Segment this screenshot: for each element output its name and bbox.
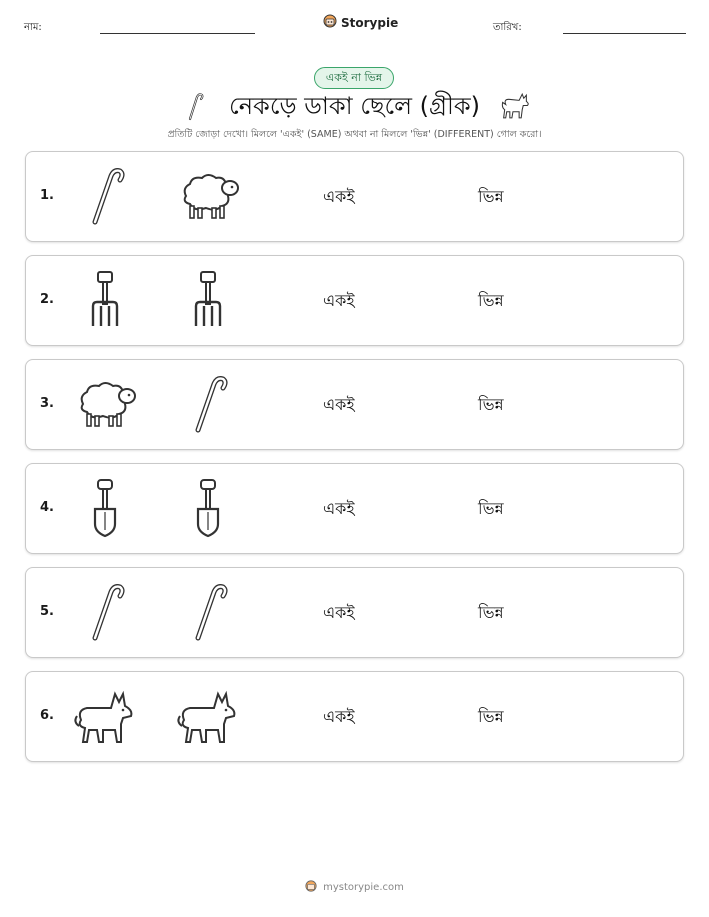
different-option[interactable]: ভিন্ন	[478, 499, 504, 518]
question-number: 3.	[40, 396, 54, 411]
pitchfork-icon	[73, 270, 137, 332]
question-row	[25, 671, 684, 762]
same-option[interactable]: একই	[323, 603, 355, 622]
different-option[interactable]: ভিন্ন	[478, 291, 504, 310]
wolf-icon	[73, 686, 137, 748]
sheep-icon	[73, 374, 137, 436]
question-number: 5.	[40, 604, 54, 619]
different-option[interactable]: ভিন্ন	[478, 187, 504, 206]
instruction-text: প্রতিটি জোড়া দেখো। মিললে 'একই' (SAME) অথবা না মিললে 'ভিন্ন' (DIFFERENT) গোল করো।	[167, 129, 542, 140]
date-label: তারিখ:	[493, 22, 522, 33]
staff-icon	[73, 582, 137, 644]
question-row	[25, 359, 684, 450]
question-number: 1.	[40, 188, 54, 203]
same-option[interactable]: একই	[323, 395, 355, 414]
name-label: নাম:	[24, 22, 42, 33]
shovel-icon	[176, 478, 240, 540]
question-row	[25, 463, 684, 554]
different-option[interactable]: ভিন্ন	[478, 603, 504, 622]
staff-icon	[176, 582, 240, 644]
footer	[0, 880, 709, 895]
sheep-icon	[176, 166, 240, 228]
same-option[interactable]: একই	[323, 187, 355, 206]
different-option[interactable]: ভিন্ন	[478, 707, 504, 726]
staff-icon	[176, 374, 240, 436]
different-option[interactable]: ভিন্ন	[478, 395, 504, 414]
same-option[interactable]: একই	[323, 499, 355, 518]
name-line[interactable]	[100, 33, 255, 34]
date-line[interactable]	[563, 33, 686, 34]
question-row	[25, 151, 684, 242]
wolf-icon	[176, 686, 240, 748]
title-wolf-icon	[498, 89, 532, 121]
staff-icon	[73, 166, 137, 228]
storypie-footer-icon	[305, 880, 317, 895]
brand	[323, 13, 398, 32]
same-option[interactable]: একই	[323, 291, 355, 310]
activity-badge: একই না ভিন্ন	[314, 67, 394, 89]
question-number: 2.	[40, 292, 54, 307]
brand-name: Storypie	[341, 15, 399, 30]
storypie-logo-icon	[323, 13, 337, 32]
question-row	[25, 567, 684, 658]
same-option[interactable]: একই	[323, 707, 355, 726]
question-number: 6.	[40, 708, 54, 723]
pitchfork-icon	[176, 270, 240, 332]
question-row	[25, 255, 684, 346]
question-number: 4.	[40, 500, 54, 515]
shovel-icon	[73, 478, 137, 540]
page-title: নেকড়ে ডাকা ছেলে (গ্রীক)	[228, 92, 481, 120]
footer-url[interactable]: mystorypie.com	[323, 882, 404, 893]
